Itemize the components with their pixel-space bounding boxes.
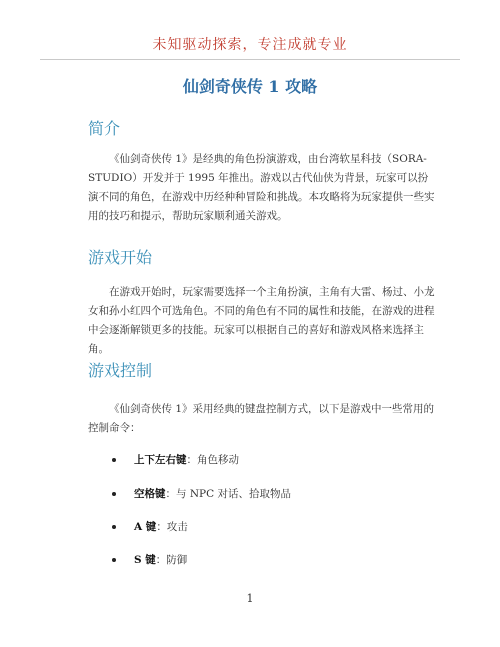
list-item (112, 552, 187, 567)
section-heading-controls: 游戏控制 (88, 361, 153, 380)
section-heading-intro: 简介 (88, 119, 121, 138)
section-paragraph-controls: 《仙剑奇侠传 1》采用经典的键盘控制方式，以下是游戏中一些常用的控制命令： (88, 403, 435, 434)
list-item (112, 452, 239, 467)
bullet-icon (112, 558, 116, 562)
control-key: 上下左右键 (134, 454, 187, 466)
bullet-icon (112, 458, 116, 462)
list-item (112, 519, 188, 534)
bullet-icon (112, 492, 116, 496)
document-title: 仙剑奇侠传 1 攻略 (182, 77, 318, 96)
control-desc: ：角色移动 (186, 454, 239, 466)
header-divider (40, 59, 460, 60)
control-desc: ：与 NPC 对话、拾取物品 (165, 488, 291, 500)
control-key: S 键 (134, 554, 156, 566)
section-paragraph-intro: 《仙剑奇侠传 1》是经典的角色扮演游戏，由台湾软星科技（SORA-STUDIO）开发并于 1995 年推出。游戏以古代仙侠为背景，玩家可以扮演不同的角色，在游戏中历经种种冒险和挑战。本攻略将为玩家提供一些实用的技巧和提示，帮助玩家顺利通关游戏。 (88, 153, 435, 222)
page-number: 1 (246, 592, 254, 605)
control-key: A 键 (134, 521, 157, 533)
control-desc: ：防御 (155, 554, 188, 566)
section-paragraph-start: 在游戏开始时，玩家需要选择一个主角扮演，主角有大雷、杨过、小龙女和孙小红四个可选角色。不同的角色有不同的属性和技能，在游戏的进程中会逐渐解锁更多的技能。玩家可以根据自己的喜好和游戏风格来选择主角。 (88, 286, 435, 355)
control-key: 空格键 (134, 488, 166, 500)
header-tagline: 未知驱动探索，专注成就专业 (152, 37, 348, 53)
section-heading-start: 游戏开始 (88, 248, 153, 267)
control-desc: ：攻击 (156, 521, 188, 533)
list-item (112, 486, 291, 501)
bullet-icon (112, 525, 116, 529)
